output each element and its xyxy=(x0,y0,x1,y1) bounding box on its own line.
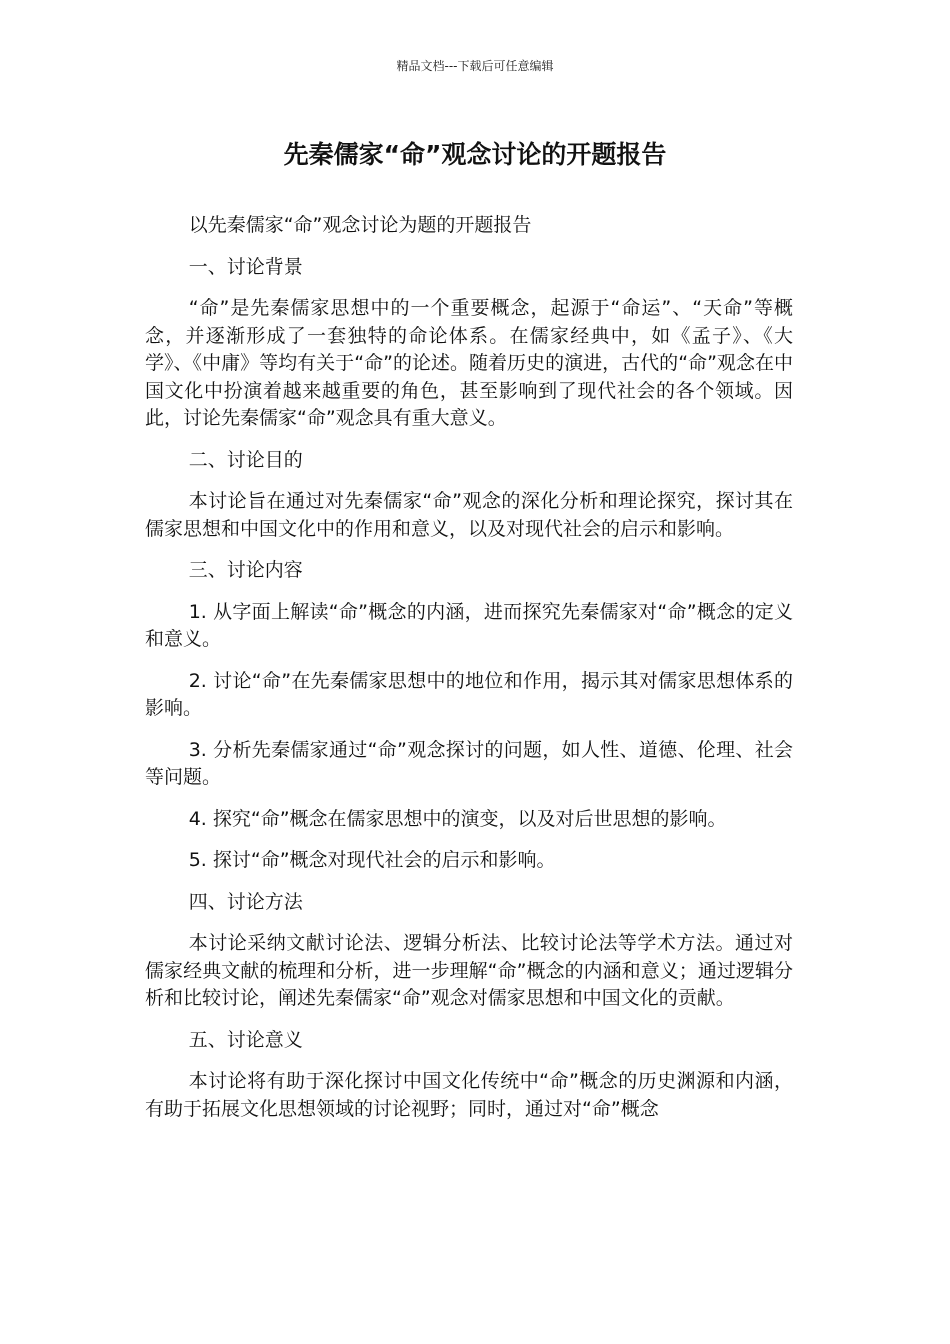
intro-paragraph: 以先秦儒家“命”观念讨论为题的开题报告 xyxy=(188,214,532,236)
document-body xyxy=(145,212,793,1137)
document-title: 先秦儒家“命”观念讨论的开题报告 xyxy=(283,140,667,169)
content-item-1: 1. 从字面上解读“命”概念的内涵，进而探究先秦儒家对“命”概念的定义和意义。 xyxy=(145,600,793,650)
section-heading-significance: 五、讨论意义 xyxy=(188,1028,303,1051)
header-note: 精品文档---下载后可任意编辑 xyxy=(396,59,554,73)
section-heading-content: 三、讨论内容 xyxy=(188,559,303,581)
section-heading-method: 四、讨论方法 xyxy=(188,890,303,913)
significance-paragraph: 本讨论将有助于深化探讨中国文化传统中“命”概念的历史渊源和内涵，有助于拓展文化思想领域的讨论视野；同时，通过对“命”概念 xyxy=(145,1070,793,1120)
method-paragraph: 本讨论采纳文献讨论法、逻辑分析法、比较讨论法等学术方法。通过对儒家经典文献的梳理和分析，进一步理解“命”概念的内涵和意义；通过逻辑分析和比较讨论，阐述先秦儒家“命”观念对儒家思想和中国文化的贡献。 xyxy=(145,932,793,1009)
content-item-5: 5. 探讨“命”概念对现代社会的启示和影响。 xyxy=(188,849,556,871)
content-item-4: 4. 探究“命”概念在儒家思想中的演变，以及对后世思想的影响。 xyxy=(188,807,727,830)
content-item-3: 3. 分析先秦儒家通过“命”观念探讨的问题，如人性、道德、伦理、社会等问题。 xyxy=(145,738,793,788)
content-item-2: 2. 讨论“命”在先秦儒家思想中的地位和作用，揭示其对儒家思想体系的影响。 xyxy=(145,669,793,719)
section-heading-purpose: 二、讨论目的 xyxy=(188,448,303,471)
section-heading-background: 一、讨论背景 xyxy=(188,255,303,278)
purpose-paragraph: 本讨论旨在通过对先秦儒家“命”观念的深化分析和理论探究，探讨其在儒家思想和中国文化中的作用和意义，以及对现代社会的启示和影响。 xyxy=(145,490,793,540)
background-paragraph: “命”是先秦儒家思想中的一个重要概念，起源于“命运”、“天命”等概念，并逐渐形成了一套独特的命论体系。在儒家经典中，如《孟子》、《大学》、《中庸》等均有关于“命”的论述。随着历史的演进，古代的“命”观念在中国文化中扮演着越来越重要的角色，甚至影响到了现代社会的各个领域。因此，讨论先秦儒家“命”观念具有重大意义。 xyxy=(145,297,793,429)
